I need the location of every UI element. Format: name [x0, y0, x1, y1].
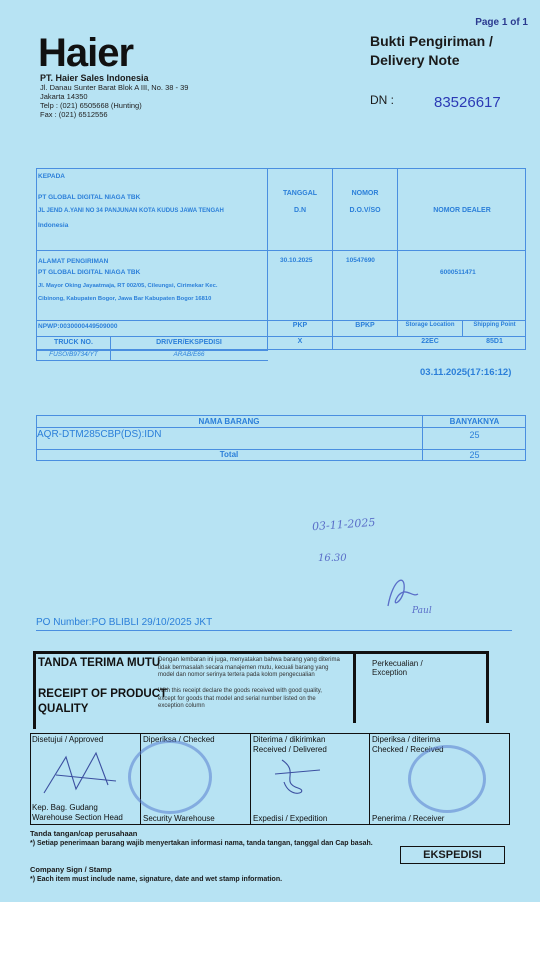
- label-security: Security Warehouse: [143, 814, 215, 823]
- company-name: PT. Haier Sales Indonesia: [40, 73, 149, 83]
- label-section-head-1: Kep. Bag. Gudang: [32, 803, 98, 812]
- shipping-address-1: Jl. Mayor Oking Jayaatmaja, RT 002/05, Cileungsi, Cirimekar Kec.: [38, 283, 218, 289]
- shipping-address-2: Cibinong, Kabupaten Bogor, Jawa Bar Kabupaten Bogor 16810: [38, 296, 212, 302]
- label-receiver: Penerima / Receiver: [372, 814, 445, 823]
- dn-label: DN :: [370, 93, 394, 107]
- receipt-desc-en-1: With this receipt declare the goods received with good quality,: [158, 688, 322, 694]
- item-qty: 25: [469, 430, 480, 440]
- signature-text: Paul: [412, 606, 432, 616]
- driver-label: DRIVER/EKSPEDISI: [156, 339, 222, 346]
- consignee-address: JL JEND A.YANI NO 34 PANJUNAN KOTA KUDUS JAWA TENGAH: [38, 208, 224, 214]
- npwp: NPWP:0030000449509000: [38, 323, 118, 330]
- printed-timestamp: 03.11.2025(17:16:12): [420, 367, 512, 378]
- company-address-1: Jl. Danau Sunter Barat Blok A III, No. 38 - 39: [40, 83, 189, 92]
- order-number: 10547690: [346, 257, 375, 264]
- label-section-head-2: Warehouse Section Head: [32, 813, 123, 822]
- receipt-desc-en-3: exception column: [158, 703, 205, 709]
- note-1: *) Setiap penerimaan barang wajib menyertakan informasi nama, tanda tangan, tanggal dan Cap basah.: [30, 840, 373, 847]
- storage-value: 22EC: [421, 338, 439, 345]
- document-title-id: Bukti Pengiriman /: [370, 33, 493, 49]
- handwritten-time: 16.30: [318, 553, 347, 564]
- exception-label: [372, 659, 423, 677]
- consignee-country: Indonesia: [38, 222, 69, 229]
- receipt-desc-id-3: model dan nomor serinya tertera pada kolom pengecualian: [158, 672, 315, 678]
- page-label: Page 1 of 1: [475, 17, 528, 28]
- haier-logo: Haier: [38, 31, 134, 75]
- shipping-point-value: 85D1: [486, 338, 503, 345]
- shipping-point-label: Shipping Point: [473, 322, 516, 328]
- po-number: PO Number:PO BLIBLI 29/10/2025 JKT: [36, 617, 213, 628]
- col-nomor-sub: D.O.V/SO: [349, 207, 381, 214]
- pkp-value: X: [297, 338, 303, 345]
- col-tanggal-sub: D.N: [293, 207, 307, 214]
- receipt-title-en-2: QUALITY: [38, 703, 89, 715]
- company-phone: Telp : (021) 6505668 (Hunting): [40, 101, 142, 110]
- note-2-title: Company Sign / Stamp: [30, 865, 112, 874]
- kepada-label: KEPADA: [38, 173, 65, 180]
- item-name: AQR-DTM285CBP(DS):IDN: [37, 429, 162, 440]
- delivered-signature: [270, 752, 330, 802]
- total-value: 25: [469, 450, 480, 460]
- dealer-number: 6000511471: [440, 269, 476, 276]
- document-title-en: Delivery Note: [370, 52, 460, 68]
- receipt-desc-id-1: Dengan lembaran ini juga, menyatakan bahwa barang yang diterima: [158, 657, 340, 663]
- warehouse-stamp: [128, 740, 212, 814]
- label-received-2: Checked / Received: [372, 745, 444, 754]
- label-expedition: Expedisi / Expedition: [253, 814, 328, 823]
- label-approved: Disetujui / Approved: [32, 735, 104, 744]
- col-nama-barang: NAMA BARANG: [198, 417, 260, 426]
- exception-label-en: Exception: [372, 668, 408, 677]
- exception-label-id: Perkecualian /: [372, 659, 423, 668]
- consignee-name: PT GLOBAL DIGITAL NIAGA TBK: [38, 194, 141, 201]
- receipt-desc-en-2: except for goods that model and serial number listed on the: [158, 695, 316, 702]
- receiver-stamp: [408, 745, 486, 813]
- approved-signature: [36, 745, 126, 805]
- receipt-desc-id: [158, 657, 340, 680]
- receipt-title-en-1: RECEIPT OF PRODUCT: [38, 688, 168, 700]
- receipt-desc-id-2: tidak bermasalah secara manajemen mutu, kecuali barang yang: [158, 664, 329, 671]
- truck-value: FUSO/B9734/YT: [49, 351, 98, 358]
- company-fax: Fax : (021) 6512556: [40, 110, 108, 119]
- receipt-desc-en: [158, 688, 322, 711]
- truck-label: TRUCK NO.: [54, 339, 93, 346]
- col-tanggal: TANGGAL: [282, 190, 318, 197]
- note-1-title: Tanda tangan/cap perusahaan: [30, 829, 138, 838]
- pkp-label: PKP: [292, 322, 308, 329]
- total-label: Total: [219, 450, 239, 459]
- document-title: [370, 32, 493, 70]
- company-address-2: Jakarta 14350: [40, 92, 88, 101]
- col-dealer: NOMOR DEALER: [433, 207, 491, 214]
- shipping-name: PT GLOBAL DIGITAL NIAGA TBK: [38, 269, 141, 276]
- label-delivered-1: Diterima / dikirimkan: [253, 735, 326, 744]
- label-delivered-2: Received / Delivered: [253, 745, 327, 754]
- note-2: *) Each item must include name, signature, date and wet stamp information.: [30, 876, 283, 883]
- label-received-1: Diperiksa / diterima: [372, 735, 441, 744]
- shipping-label: ALAMAT PENGIRIMAN: [38, 258, 109, 265]
- col-nomor: NOMOR: [351, 190, 379, 197]
- driver-value: ARAB/E66: [173, 351, 205, 358]
- dn-number: 83526617: [434, 94, 501, 111]
- col-banyaknya: BANYAKNYA: [449, 417, 500, 426]
- storage-label: Storage Location: [405, 322, 455, 328]
- receipt-title-id: TANDA TERIMA MUTU: [38, 657, 161, 669]
- bpkp-label: BPKP: [355, 322, 375, 329]
- ekspedisi-box: EKSPEDISI: [400, 846, 505, 864]
- handwritten-date: 03-11-2025: [311, 515, 376, 534]
- shipping-date: 30.10.2025: [280, 257, 313, 264]
- label-section-head: [32, 803, 123, 823]
- label-checked: Diperiksa / Checked: [143, 735, 215, 744]
